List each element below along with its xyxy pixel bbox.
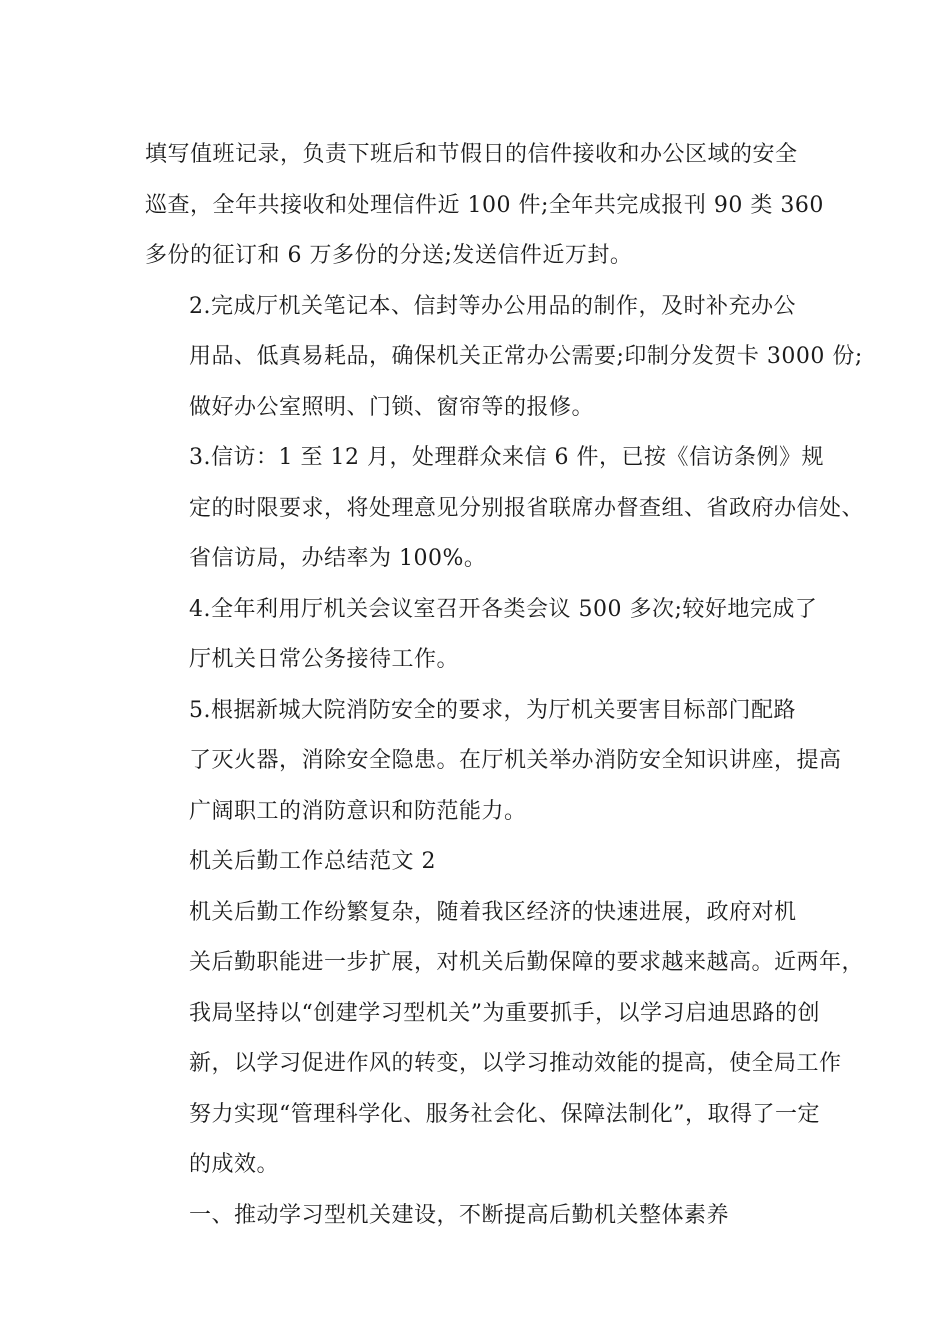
paragraph — [145, 1191, 825, 1242]
text-line: 2.完成厅机关笔记本、信封等办公用品的制作，及时补充办公 — [189, 293, 796, 319]
paragraph — [145, 282, 863, 434]
text-line: 4.全年利用厅机关会议室召开各类会议 500 多次;较好地完成了 — [189, 596, 818, 622]
text-line: 做好办公室照明、门锁、窗帘等的报修。 — [189, 394, 595, 420]
document-body — [145, 130, 865, 1241]
text-line: 新，以学习促进作风的转变，以学习推动效能的提高，使全局工作 — [189, 1051, 842, 1076]
text-line: 省信访局，办结率为 100%。 — [189, 546, 487, 571]
text-line: 关后勤职能进一步扩展，对机关后勤保障的要求越来越高。近两年， — [189, 950, 865, 975]
text-line: 机关后勤工作纷繁复杂，随着我区经济的快速进展，政府对机 — [189, 899, 797, 925]
paragraph — [145, 837, 825, 888]
text-line: 巡查，全年共接收和处理信件近 100 件;全年共完成报刊 90 类 360 — [145, 192, 824, 218]
text-line: 一、推动学习型机关建设，不断提高后勤机关整体素养 — [189, 1202, 730, 1228]
paragraph — [145, 888, 865, 1191]
text-line: 我局坚持以“创建学习型机关”为重要抓手，以学习启迪思路的创 — [189, 1000, 820, 1026]
paragraph — [145, 585, 825, 686]
text-line: 填写值班记录，负责下班后和节假日的信件接收和办公区域的安全 — [145, 142, 798, 167]
text-line: 定的时限要求，将处理意见分别报省联席办督查组、省政府办信处、 — [189, 495, 865, 521]
paragraph — [145, 686, 842, 838]
text-line: 广阔职工的消防意识和防范能力。 — [189, 798, 527, 824]
text-line: 努力实现“管理科学化、服务社会化、保障法制化”，取得了一定 — [189, 1101, 820, 1127]
text-line: 多份的征订和 6 万多份的分送;发送信件近万封。 — [145, 243, 633, 268]
text-line: 机关后勤工作总结范文 2 — [189, 849, 436, 874]
text-line: 了灭火器，消除安全隐患。在厅机关举办消防安全知识讲座，提高 — [189, 748, 842, 773]
paragraph — [145, 433, 865, 585]
text-line: 的成效。 — [189, 1152, 280, 1177]
text-line: 3.信访：1 至 12 月，处理群众来信 6 件，已按《信访条例》规 — [189, 445, 824, 470]
text-line: 用品、低真易耗品，确保机关正常办公需要;印制分发贺卡 3000 份; — [189, 344, 863, 369]
text-line: 厅机关日常公务接待工作。 — [189, 647, 460, 672]
paragraph — [145, 130, 825, 282]
text-line: 5.根据新城大院消防安全的要求，为厅机关要害目标部门配路 — [189, 697, 796, 723]
